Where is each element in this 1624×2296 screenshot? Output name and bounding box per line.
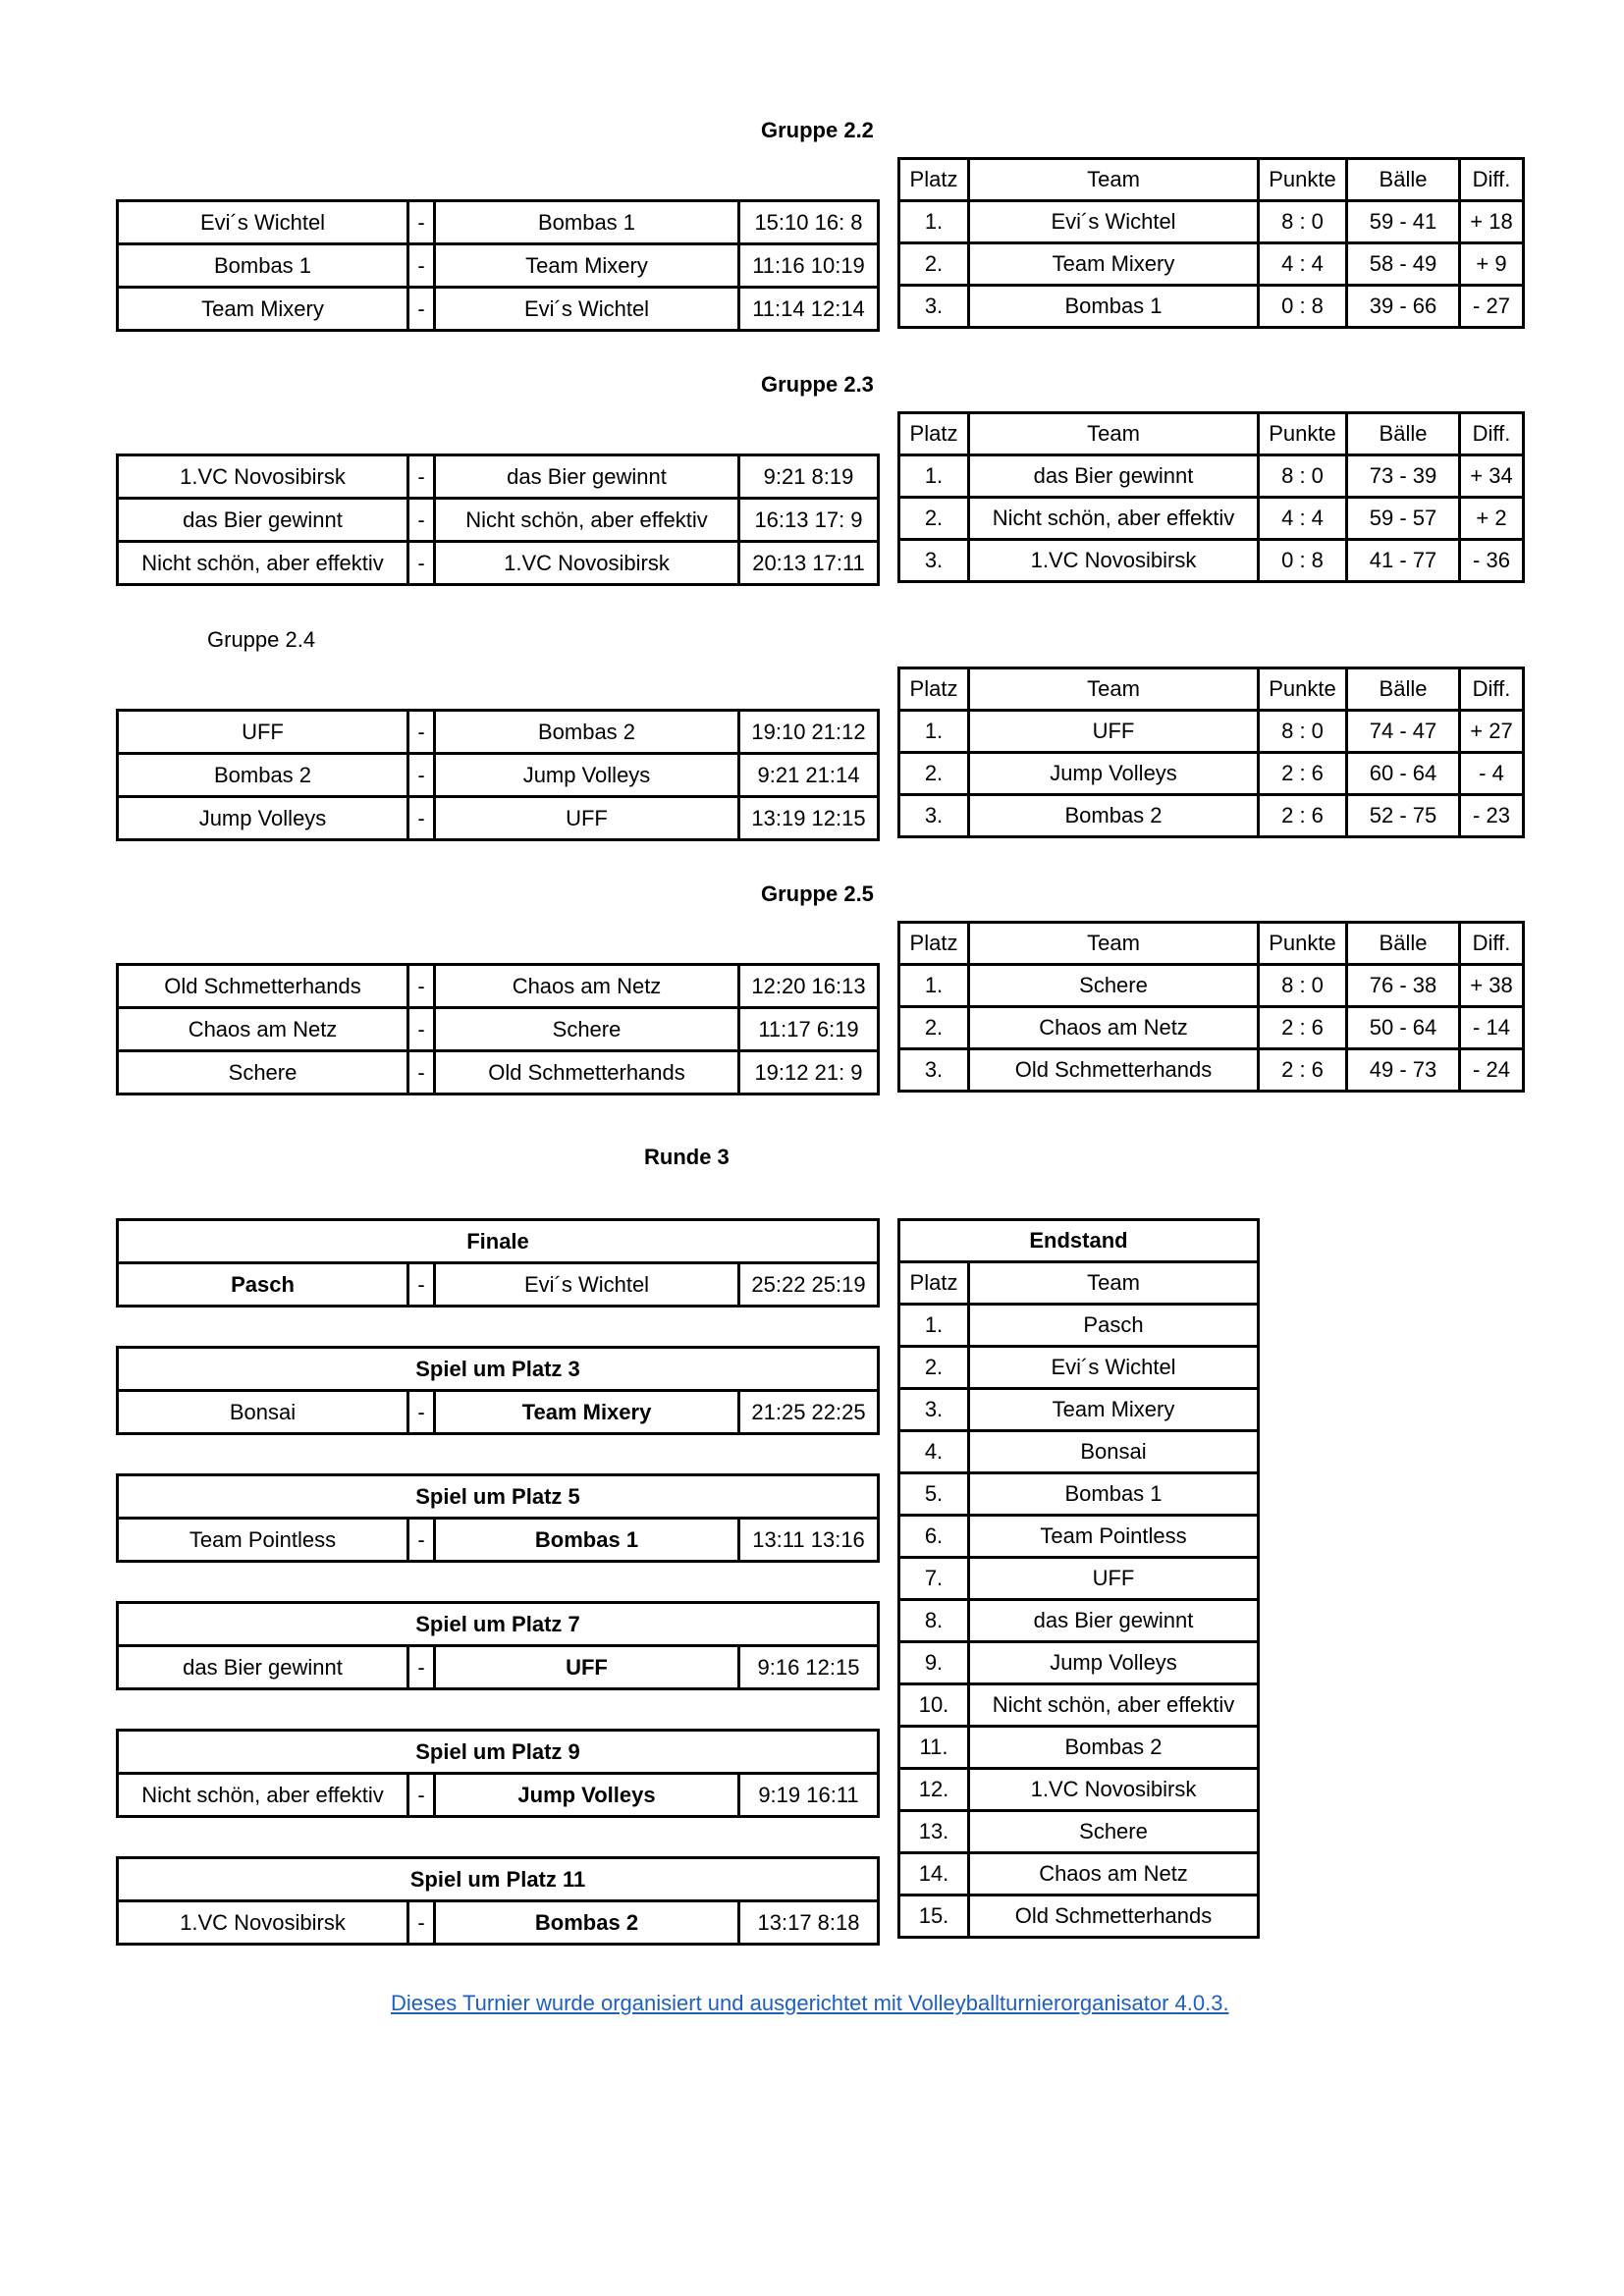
final-sep: - — [408, 1774, 435, 1817]
endstand-cell: 6. — [899, 1516, 969, 1558]
standings-cell: 50 - 64 — [1347, 1007, 1460, 1049]
standings-cell: 49 - 73 — [1347, 1049, 1460, 1092]
standings-cell: 8 : 0 — [1259, 201, 1347, 243]
standings-row — [899, 753, 1524, 795]
standings-header-cell: Diff. — [1460, 668, 1524, 711]
standings-cell: - 14 — [1460, 1007, 1524, 1049]
standings-cell: 73 - 39 — [1347, 455, 1460, 498]
match-row — [118, 1051, 879, 1095]
final-title: Finale — [118, 1220, 879, 1263]
standings-cell: Schere — [969, 965, 1259, 1007]
match-row — [118, 965, 879, 1008]
standings-table — [897, 157, 1525, 329]
standings-header-cell: Punkte — [1259, 159, 1347, 201]
final-match-row — [118, 1774, 879, 1817]
standings-cell: 76 - 38 — [1347, 965, 1460, 1007]
standings-header-cell: Platz — [899, 923, 969, 965]
final-match-row — [118, 1519, 879, 1562]
final-score: 13:11 13:16 — [739, 1519, 879, 1562]
match-row — [118, 455, 879, 499]
endstand-cell: 10. — [899, 1684, 969, 1727]
final-title-row — [118, 1348, 879, 1391]
final-match-table — [116, 1729, 880, 1818]
final-title-row — [118, 1475, 879, 1519]
endstand-cell: 8. — [899, 1600, 969, 1642]
endstand-row — [899, 1853, 1259, 1896]
match-cell: - — [408, 754, 435, 797]
standings-header-cell: Bälle — [1347, 413, 1460, 455]
match-cell: 19:10 21:12 — [739, 711, 879, 754]
standings-cell: Old Schmetterhands — [969, 1049, 1259, 1092]
standings-cell: + 34 — [1460, 455, 1524, 498]
match-cell: Old Schmetterhands — [118, 965, 408, 1008]
endstand-cell: 5. — [899, 1473, 969, 1516]
endstand-header-row — [899, 1262, 1259, 1305]
standings-table — [897, 411, 1525, 583]
match-cell: - — [408, 1008, 435, 1051]
match-row — [118, 1008, 879, 1051]
endstand-row — [899, 1305, 1259, 1347]
match-cell: 9:21 21:14 — [739, 754, 879, 797]
final-title: Spiel um Platz 7 — [118, 1603, 879, 1646]
match-cell: 13:19 12:15 — [739, 797, 879, 840]
standings-cell: 2. — [899, 1007, 969, 1049]
match-cell: Bombas 2 — [118, 754, 408, 797]
match-cell: Jump Volleys — [435, 754, 739, 797]
endstand-cell: 2. — [899, 1347, 969, 1389]
final-title: Spiel um Platz 3 — [118, 1348, 879, 1391]
match-cell: 9:21 8:19 — [739, 455, 879, 499]
match-cell: Chaos am Netz — [435, 965, 739, 1008]
match-cell: - — [408, 499, 435, 542]
standings-header-cell: Team — [969, 668, 1259, 711]
endstand-row — [899, 1600, 1259, 1642]
match-cell: 15:10 16: 8 — [739, 201, 879, 244]
match-table — [116, 709, 880, 841]
match-cell: Chaos am Netz — [118, 1008, 408, 1051]
endstand-row — [899, 1558, 1259, 1600]
endstand-title-row — [899, 1220, 1259, 1262]
match-cell: Jump Volleys — [118, 797, 408, 840]
match-cell: Bombas 1 — [435, 201, 739, 244]
final-match-table — [116, 1856, 880, 1946]
endstand-cell: Jump Volleys — [969, 1642, 1259, 1684]
standings-cell: Bombas 1 — [969, 286, 1259, 328]
final-score: 9:19 16:11 — [739, 1774, 879, 1817]
standings-cell: 3. — [899, 795, 969, 837]
standings-row — [899, 498, 1524, 540]
endstand-cell: 3. — [899, 1389, 969, 1431]
match-cell: 11:17 6:19 — [739, 1008, 879, 1051]
match-cell: - — [408, 1051, 435, 1095]
final-sep: - — [408, 1901, 435, 1945]
final-team2: UFF — [435, 1646, 739, 1689]
standings-cell: 2 : 6 — [1259, 1049, 1347, 1092]
endstand-cell: Bombas 2 — [969, 1727, 1259, 1769]
match-cell: Old Schmetterhands — [435, 1051, 739, 1095]
standings-cell: Bombas 2 — [969, 795, 1259, 837]
endstand-title: Endstand — [899, 1220, 1259, 1262]
match-cell: Evi´s Wichtel — [435, 288, 739, 331]
standings-cell: 1. — [899, 965, 969, 1007]
standings-cell: + 9 — [1460, 243, 1524, 286]
match-cell: 16:13 17: 9 — [739, 499, 879, 542]
standings-cell: 8 : 0 — [1259, 455, 1347, 498]
standings-header-cell: Bälle — [1347, 923, 1460, 965]
standings-row — [899, 455, 1524, 498]
final-sep: - — [408, 1646, 435, 1689]
standings-cell: 1. — [899, 201, 969, 243]
endstand-cell: Schere — [969, 1811, 1259, 1853]
final-match-table — [116, 1601, 880, 1690]
match-table — [116, 199, 880, 332]
standings-row — [899, 1007, 1524, 1049]
match-row — [118, 244, 879, 288]
standings-cell: 58 - 49 — [1347, 243, 1460, 286]
standings-cell: - 4 — [1460, 753, 1524, 795]
final-match-row — [118, 1646, 879, 1689]
group-title: Gruppe 2.4 — [207, 627, 316, 652]
endstand-header-cell: Platz — [899, 1262, 969, 1305]
standings-cell: UFF — [969, 711, 1259, 753]
endstand-cell: das Bier gewinnt — [969, 1600, 1259, 1642]
standings-cell: - 27 — [1460, 286, 1524, 328]
standings-cell: 39 - 66 — [1347, 286, 1460, 328]
match-cell: das Bier gewinnt — [118, 499, 408, 542]
endstand-cell: Team Mixery — [969, 1389, 1259, 1431]
endstand-cell: 14. — [899, 1853, 969, 1896]
group-title: Gruppe 2.2 — [761, 118, 874, 142]
standings-row — [899, 201, 1524, 243]
final-team1: Bonsai — [118, 1391, 408, 1434]
standings-row — [899, 965, 1524, 1007]
standings-header-cell: Punkte — [1259, 668, 1347, 711]
match-row — [118, 754, 879, 797]
standings-cell: das Bier gewinnt — [969, 455, 1259, 498]
endstand-cell: Nicht schön, aber effektiv — [969, 1684, 1259, 1727]
final-title: Spiel um Platz 5 — [118, 1475, 879, 1519]
final-team2: Bombas 1 — [435, 1519, 739, 1562]
endstand-cell: Bombas 1 — [969, 1473, 1259, 1516]
match-cell: 1.VC Novosibirsk — [118, 455, 408, 499]
match-table — [116, 454, 880, 586]
match-row — [118, 499, 879, 542]
endstand-cell: 4. — [899, 1431, 969, 1473]
standings-cell: Nicht schön, aber effektiv — [969, 498, 1259, 540]
final-score: 25:22 25:19 — [739, 1263, 879, 1307]
footer-link[interactable]: Dieses Turnier wurde organisiert und ausgerichtet mit Volleyballturnierorganisator 4.0.3. — [391, 1991, 1229, 2015]
final-team1: das Bier gewinnt — [118, 1646, 408, 1689]
standings-table — [897, 667, 1525, 838]
final-match-row — [118, 1391, 879, 1434]
match-row — [118, 797, 879, 840]
standings-header-row — [899, 413, 1524, 455]
endstand-row — [899, 1431, 1259, 1473]
final-match-row — [118, 1263, 879, 1307]
standings-cell: 3. — [899, 286, 969, 328]
standings-header-cell: Bälle — [1347, 668, 1460, 711]
standings-cell: + 2 — [1460, 498, 1524, 540]
endstand-cell: 9. — [899, 1642, 969, 1684]
final-title-row — [118, 1220, 879, 1263]
standings-cell: - 24 — [1460, 1049, 1524, 1092]
standings-table — [897, 921, 1525, 1093]
final-team1: 1.VC Novosibirsk — [118, 1901, 408, 1945]
endstand-row — [899, 1642, 1259, 1684]
match-cell: 20:13 17:11 — [739, 542, 879, 585]
standings-cell: 4 : 4 — [1259, 498, 1347, 540]
final-score: 21:25 22:25 — [739, 1391, 879, 1434]
final-team1: Pasch — [118, 1263, 408, 1307]
final-team2: Bombas 2 — [435, 1901, 739, 1945]
standings-header-cell: Diff. — [1460, 413, 1524, 455]
endstand-row — [899, 1727, 1259, 1769]
endstand-row — [899, 1684, 1259, 1727]
standings-cell: 3. — [899, 1049, 969, 1092]
standings-cell: 1. — [899, 455, 969, 498]
endstand-cell: UFF — [969, 1558, 1259, 1600]
standings-header-cell: Platz — [899, 668, 969, 711]
match-cell: - — [408, 797, 435, 840]
standings-header-row — [899, 668, 1524, 711]
match-cell: - — [408, 201, 435, 244]
endstand-row — [899, 1516, 1259, 1558]
final-team2: Team Mixery — [435, 1391, 739, 1434]
standings-cell: 2 : 6 — [1259, 753, 1347, 795]
match-table — [116, 963, 880, 1095]
final-sep: - — [408, 1519, 435, 1562]
endstand-row — [899, 1389, 1259, 1431]
standings-cell: 4 : 4 — [1259, 243, 1347, 286]
standings-cell: 2. — [899, 243, 969, 286]
standings-header-cell: Punkte — [1259, 413, 1347, 455]
endstand-row — [899, 1347, 1259, 1389]
match-row — [118, 542, 879, 585]
standings-cell: 3. — [899, 540, 969, 582]
standings-cell: + 38 — [1460, 965, 1524, 1007]
standings-cell: 8 : 0 — [1259, 711, 1347, 753]
match-cell: Team Mixery — [435, 244, 739, 288]
endstand-table — [897, 1218, 1260, 1939]
standings-header-cell: Team — [969, 159, 1259, 201]
match-cell: - — [408, 455, 435, 499]
standings-header-cell: Platz — [899, 159, 969, 201]
standings-cell: 1. — [899, 711, 969, 753]
match-cell: Evi´s Wichtel — [118, 201, 408, 244]
final-match-table — [116, 1346, 880, 1435]
match-cell: - — [408, 288, 435, 331]
endstand-header-cell: Team — [969, 1262, 1259, 1305]
final-team2: Evi´s Wichtel — [435, 1263, 739, 1307]
standings-header-cell: Platz — [899, 413, 969, 455]
standings-header-cell: Diff. — [1460, 159, 1524, 201]
match-cell: Bombas 2 — [435, 711, 739, 754]
standings-cell: 0 : 8 — [1259, 286, 1347, 328]
match-cell: Team Mixery — [118, 288, 408, 331]
standings-cell: 41 - 77 — [1347, 540, 1460, 582]
standings-cell: 74 - 47 — [1347, 711, 1460, 753]
endstand-cell: 11. — [899, 1727, 969, 1769]
final-match-table — [116, 1473, 880, 1563]
standings-cell: Evi´s Wichtel — [969, 201, 1259, 243]
group-title: Gruppe 2.5 — [761, 881, 874, 906]
endstand-cell: Chaos am Netz — [969, 1853, 1259, 1896]
final-score: 13:17 8:18 — [739, 1901, 879, 1945]
final-team2: Jump Volleys — [435, 1774, 739, 1817]
endstand-cell: 15. — [899, 1896, 969, 1938]
final-title-row — [118, 1731, 879, 1774]
endstand-cell: Team Pointless — [969, 1516, 1259, 1558]
match-cell: - — [408, 244, 435, 288]
endstand-cell: 7. — [899, 1558, 969, 1600]
standings-header-cell: Bälle — [1347, 159, 1460, 201]
standings-cell: 59 - 57 — [1347, 498, 1460, 540]
endstand-cell: Evi´s Wichtel — [969, 1347, 1259, 1389]
standings-row — [899, 540, 1524, 582]
match-cell: 19:12 21: 9 — [739, 1051, 879, 1095]
match-cell: - — [408, 711, 435, 754]
standings-row — [899, 286, 1524, 328]
endstand-cell: Bonsai — [969, 1431, 1259, 1473]
standings-cell: 2 : 6 — [1259, 1007, 1347, 1049]
match-cell: - — [408, 542, 435, 585]
final-sep: - — [408, 1263, 435, 1307]
match-cell: Nicht schön, aber effektiv — [118, 542, 408, 585]
match-cell: 12:20 16:13 — [739, 965, 879, 1008]
standings-cell: 8 : 0 — [1259, 965, 1347, 1007]
match-cell: Schere — [118, 1051, 408, 1095]
standings-header-cell: Punkte — [1259, 923, 1347, 965]
final-team1: Nicht schön, aber effektiv — [118, 1774, 408, 1817]
endstand-row — [899, 1896, 1259, 1938]
endstand-cell: 12. — [899, 1769, 969, 1811]
group-title: Gruppe 2.3 — [761, 372, 874, 397]
standings-row — [899, 243, 1524, 286]
endstand-cell: 13. — [899, 1811, 969, 1853]
standings-cell: 60 - 64 — [1347, 753, 1460, 795]
final-title-row — [118, 1603, 879, 1646]
match-cell: 11:16 10:19 — [739, 244, 879, 288]
match-row — [118, 288, 879, 331]
final-sep: - — [408, 1391, 435, 1434]
standings-cell: + 18 — [1460, 201, 1524, 243]
standings-header-cell: Team — [969, 413, 1259, 455]
endstand-cell: 1. — [899, 1305, 969, 1347]
endstand-cell: Old Schmetterhands — [969, 1896, 1259, 1938]
standings-cell: - 36 — [1460, 540, 1524, 582]
standings-header-row — [899, 923, 1524, 965]
match-cell: UFF — [118, 711, 408, 754]
match-cell: Nicht schön, aber effektiv — [435, 499, 739, 542]
match-row — [118, 711, 879, 754]
final-title: Spiel um Platz 9 — [118, 1731, 879, 1774]
endstand-row — [899, 1473, 1259, 1516]
match-cell: 1.VC Novosibirsk — [435, 542, 739, 585]
final-match-row — [118, 1901, 879, 1945]
final-team1: Team Pointless — [118, 1519, 408, 1562]
match-cell: UFF — [435, 797, 739, 840]
standings-cell: 1.VC Novosibirsk — [969, 540, 1259, 582]
standings-cell: 2 : 6 — [1259, 795, 1347, 837]
endstand-cell: Pasch — [969, 1305, 1259, 1347]
final-title: Spiel um Platz 11 — [118, 1858, 879, 1901]
standings-cell: Team Mixery — [969, 243, 1259, 286]
endstand-row — [899, 1811, 1259, 1853]
final-match-table — [116, 1218, 880, 1308]
standings-cell: - 23 — [1460, 795, 1524, 837]
standings-header-row — [899, 159, 1524, 201]
standings-row — [899, 1049, 1524, 1092]
round-title: Runde 3 — [644, 1145, 730, 1169]
match-cell: - — [408, 965, 435, 1008]
final-title-row — [118, 1858, 879, 1901]
standings-cell: 2. — [899, 498, 969, 540]
standings-cell: 2. — [899, 753, 969, 795]
match-cell: das Bier gewinnt — [435, 455, 739, 499]
standings-header-cell: Diff. — [1460, 923, 1524, 965]
standings-row — [899, 711, 1524, 753]
standings-cell: + 27 — [1460, 711, 1524, 753]
match-cell: Bombas 1 — [118, 244, 408, 288]
standings-cell: Jump Volleys — [969, 753, 1259, 795]
endstand-row — [899, 1769, 1259, 1811]
endstand-cell: 1.VC Novosibirsk — [969, 1769, 1259, 1811]
standings-header-cell: Team — [969, 923, 1259, 965]
final-score: 9:16 12:15 — [739, 1646, 879, 1689]
standings-cell: 59 - 41 — [1347, 201, 1460, 243]
match-cell: Schere — [435, 1008, 739, 1051]
standings-cell: Chaos am Netz — [969, 1007, 1259, 1049]
standings-row — [899, 795, 1524, 837]
match-cell: 11:14 12:14 — [739, 288, 879, 331]
match-row — [118, 201, 879, 244]
standings-cell: 0 : 8 — [1259, 540, 1347, 582]
standings-cell: 52 - 75 — [1347, 795, 1460, 837]
